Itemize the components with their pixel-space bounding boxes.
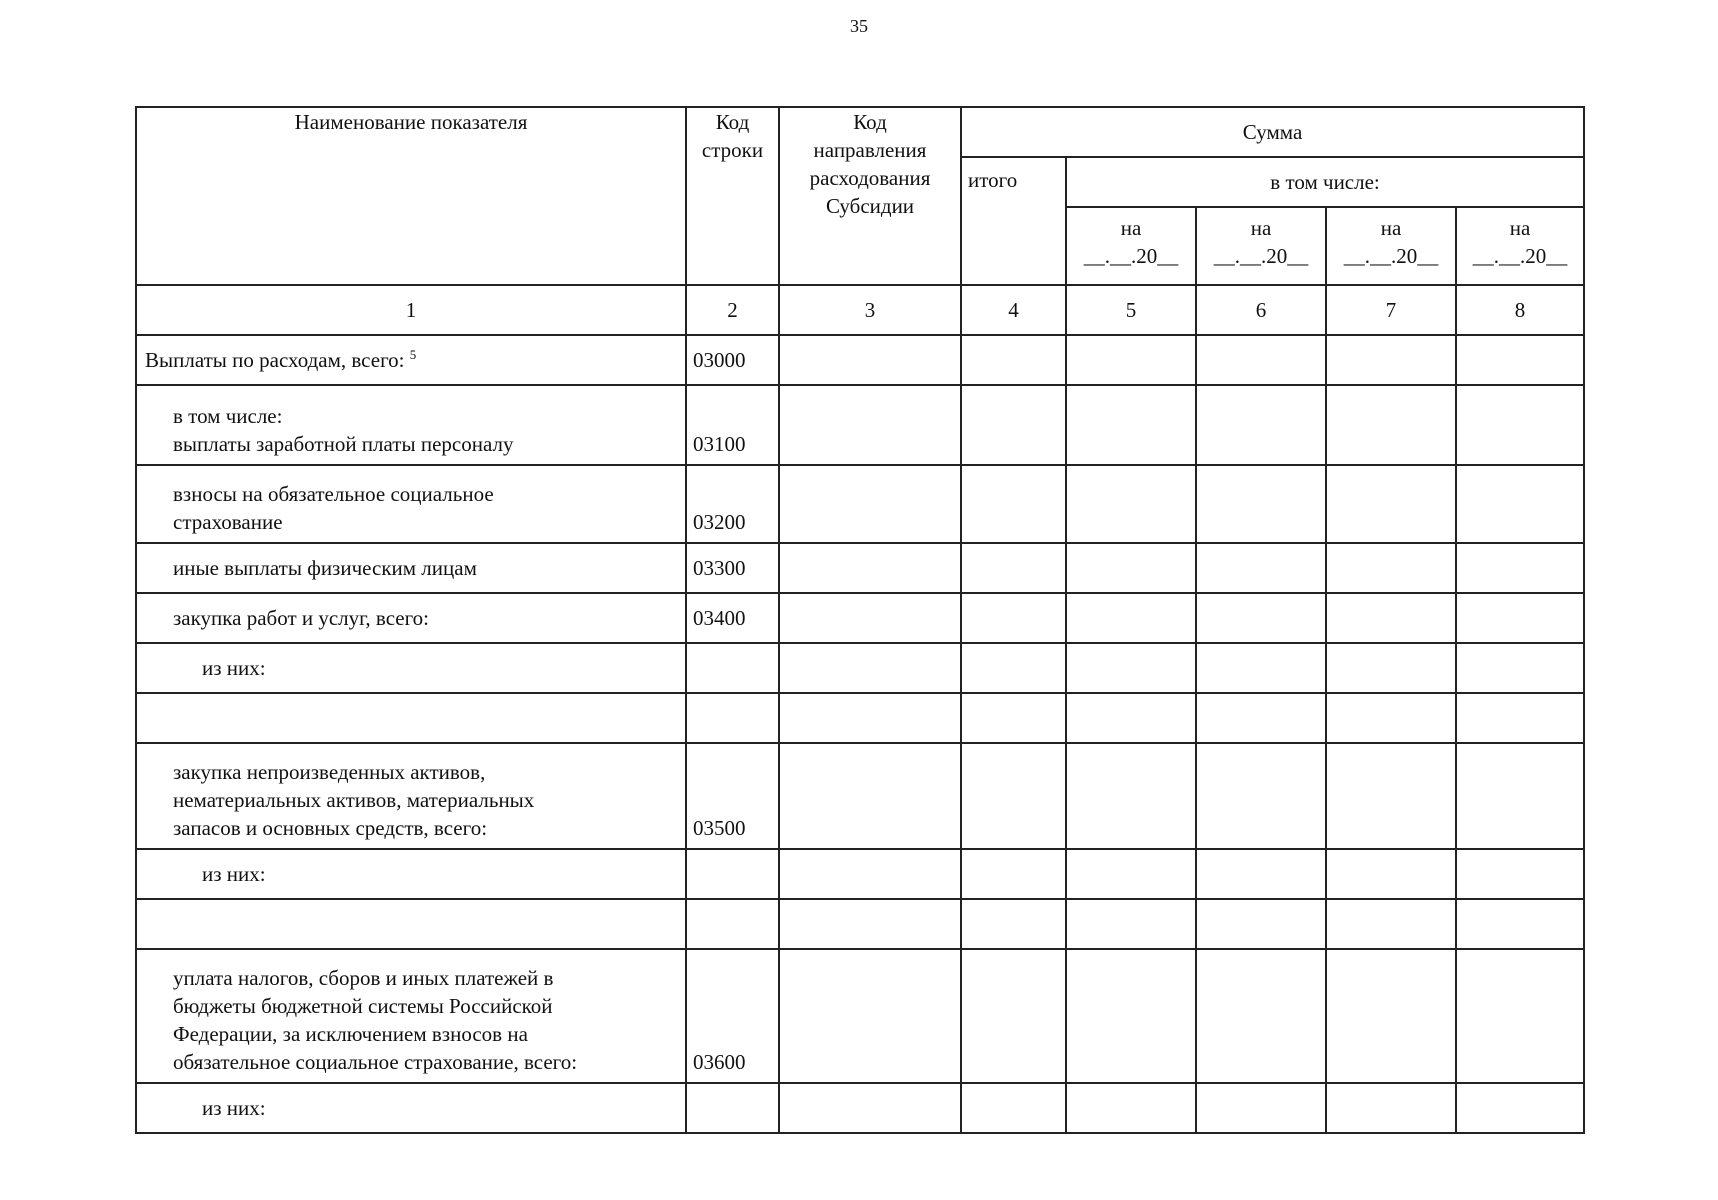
- value-cell: [779, 543, 961, 593]
- value-cell: [1456, 385, 1584, 465]
- value-cell: [1326, 899, 1456, 949]
- value-cell: [961, 899, 1066, 949]
- value-cell: [1066, 643, 1196, 693]
- value-cell: [1196, 593, 1326, 643]
- column-number: 2: [686, 285, 779, 335]
- value-cell: [1066, 1083, 1196, 1133]
- row-name-cell: [136, 385, 686, 465]
- value-cell: [1196, 949, 1326, 1083]
- table-row: [136, 335, 1584, 385]
- header-period-3: [1326, 207, 1456, 285]
- value-cell: [1456, 335, 1584, 385]
- row-code-cell: 03400: [686, 593, 779, 643]
- value-cell: [779, 949, 961, 1083]
- header-direction-code: [779, 107, 961, 285]
- column-number: 6: [1196, 285, 1326, 335]
- row-code-cell: 03200: [686, 465, 779, 543]
- value-cell: [1326, 543, 1456, 593]
- value-cell: [1326, 385, 1456, 465]
- header-sum: Сумма: [961, 107, 1584, 157]
- row-code-cell: 03500: [686, 743, 779, 849]
- header-period-4: [1456, 207, 1584, 285]
- row-name-cell: [136, 543, 686, 593]
- row-code-cell: [686, 693, 779, 743]
- header-row-code-text: Код строки: [701, 110, 764, 162]
- row-name-line: выплаты заработной платы персоналу: [173, 432, 514, 456]
- value-cell: [1456, 543, 1584, 593]
- subsidy-expenses-table: [135, 106, 1585, 1134]
- row-name-cell: [136, 949, 686, 1083]
- column-number: 3: [779, 285, 961, 335]
- value-cell: [779, 743, 961, 849]
- value-cell: [1326, 1083, 1456, 1133]
- value-cell: [1456, 1083, 1584, 1133]
- column-number: 5: [1066, 285, 1196, 335]
- value-cell: [1066, 385, 1196, 465]
- value-cell: [779, 593, 961, 643]
- period-date: __.__.20__: [1343, 244, 1439, 268]
- column-numbers-row: [136, 285, 1584, 335]
- row-name-cell: [136, 693, 686, 743]
- value-cell: [1066, 335, 1196, 385]
- table-row: [136, 743, 1584, 849]
- value-cell: [1196, 335, 1326, 385]
- column-number: 8: [1456, 285, 1584, 335]
- value-cell: [779, 643, 961, 693]
- value-cell: [1456, 593, 1584, 643]
- row-name-line: иные выплаты физическим лицам: [173, 556, 477, 580]
- table-row: [136, 693, 1584, 743]
- value-cell: [1326, 849, 1456, 899]
- period-label: на: [1120, 216, 1142, 240]
- row-name-line: Выплаты по расходам, всего:: [145, 348, 405, 372]
- table-row: [136, 465, 1584, 543]
- row-name-cell: [136, 335, 686, 385]
- value-cell: [961, 593, 1066, 643]
- period-date: __.__.20__: [1213, 244, 1309, 268]
- row-name-line: нематериальных активов, материальных: [173, 788, 535, 812]
- row-code-cell: 03000: [686, 335, 779, 385]
- row-code-cell: 03100: [686, 385, 779, 465]
- value-cell: [1196, 899, 1326, 949]
- value-cell: [961, 743, 1066, 849]
- value-cell: [1196, 385, 1326, 465]
- row-name-cell: [136, 743, 686, 849]
- header-period-2: [1196, 207, 1326, 285]
- row-name-cell: [136, 593, 686, 643]
- row-name-cell: [136, 849, 686, 899]
- value-cell: [779, 465, 961, 543]
- value-cell: [1326, 593, 1456, 643]
- row-name-line: закупка непроизведенных активов,: [173, 760, 486, 784]
- period-label: на: [1380, 216, 1402, 240]
- column-number: 4: [961, 285, 1066, 335]
- value-cell: [779, 1083, 961, 1133]
- row-name-line: страхование: [173, 510, 283, 534]
- value-cell: [1456, 693, 1584, 743]
- row-name-cell: [136, 643, 686, 693]
- table-row: [136, 543, 1584, 593]
- value-cell: [1456, 899, 1584, 949]
- value-cell: [1326, 743, 1456, 849]
- row-code-cell: 03600: [686, 949, 779, 1083]
- row-name-line: уплата налогов, сборов и иных платежей в: [173, 966, 554, 990]
- period-date: __.__.20__: [1472, 244, 1568, 268]
- header-name: Наименование показателя: [136, 107, 686, 285]
- value-cell: [961, 1083, 1066, 1133]
- value-cell: [1326, 693, 1456, 743]
- row-name-line: из них:: [202, 656, 266, 680]
- row-code-cell: 03300: [686, 543, 779, 593]
- row-name-cell: [136, 465, 686, 543]
- value-cell: [961, 385, 1066, 465]
- value-cell: [779, 899, 961, 949]
- row-name-line: взносы на обязательное социальное: [173, 482, 494, 506]
- table-row: [136, 643, 1584, 693]
- header-including: в том числе:: [1066, 157, 1584, 207]
- value-cell: [779, 849, 961, 899]
- value-cell: [961, 693, 1066, 743]
- row-name-cell: [136, 1083, 686, 1133]
- footnote-marker: 5: [409, 347, 417, 362]
- value-cell: [1196, 849, 1326, 899]
- row-name-line: бюджеты бюджетной системы Российской: [173, 994, 553, 1018]
- row-name-line: закупка работ и услуг, всего:: [173, 606, 430, 630]
- table-row: [136, 849, 1584, 899]
- column-number: 7: [1326, 285, 1456, 335]
- value-cell: [1066, 743, 1196, 849]
- value-cell: [1196, 743, 1326, 849]
- column-number: 1: [136, 285, 686, 335]
- row-name-cell: [136, 899, 686, 949]
- table-body: [136, 335, 1584, 1133]
- period-date: __.__.20__: [1083, 244, 1179, 268]
- value-cell: [961, 849, 1066, 899]
- table-row: [136, 1083, 1584, 1133]
- value-cell: [1066, 849, 1196, 899]
- value-cell: [779, 693, 961, 743]
- value-cell: [1196, 543, 1326, 593]
- value-cell: [961, 949, 1066, 1083]
- value-cell: [1196, 643, 1326, 693]
- row-code-cell: [686, 1083, 779, 1133]
- value-cell: [1326, 465, 1456, 543]
- value-cell: [779, 385, 961, 465]
- row-code-cell: [686, 899, 779, 949]
- row-name-line: из них:: [202, 1096, 266, 1120]
- value-cell: [961, 543, 1066, 593]
- value-cell: [1066, 899, 1196, 949]
- value-cell: [1326, 949, 1456, 1083]
- value-cell: [1456, 849, 1584, 899]
- value-cell: [1066, 543, 1196, 593]
- header-period-1: [1066, 207, 1196, 285]
- table-row: [136, 949, 1584, 1083]
- value-cell: [1196, 693, 1326, 743]
- page-number: 35: [850, 16, 868, 36]
- value-cell: [779, 335, 961, 385]
- value-cell: [1066, 693, 1196, 743]
- period-label: на: [1250, 216, 1272, 240]
- value-cell: [1456, 465, 1584, 543]
- header-row-code: [686, 107, 779, 285]
- value-cell: [1066, 465, 1196, 543]
- value-cell: [961, 643, 1066, 693]
- header-total: итого: [961, 157, 1066, 285]
- table-row: [136, 385, 1584, 465]
- row-name-line: обязательное социальное страхование, всего:: [173, 1050, 578, 1074]
- row-name-line: из них:: [202, 862, 266, 886]
- row-code-cell: [686, 643, 779, 693]
- value-cell: [961, 335, 1066, 385]
- value-cell: [1066, 593, 1196, 643]
- value-cell: [1456, 743, 1584, 849]
- value-cell: [1196, 465, 1326, 543]
- period-label: на: [1509, 216, 1531, 240]
- row-code-cell: [686, 849, 779, 899]
- value-cell: [1456, 643, 1584, 693]
- row-name-line: в том числе:: [173, 404, 283, 428]
- table-row: [136, 593, 1584, 643]
- row-name-line: запасов и основных средств, всего:: [173, 816, 488, 840]
- header-direction-code-text: Код направления расходования Субсидии: [809, 110, 931, 218]
- row-name-line: Федерации, за исключением взносов на: [173, 1022, 528, 1046]
- table-row: [136, 899, 1584, 949]
- value-cell: [1196, 1083, 1326, 1133]
- value-cell: [1326, 335, 1456, 385]
- value-cell: [961, 465, 1066, 543]
- value-cell: [1066, 949, 1196, 1083]
- value-cell: [1456, 949, 1584, 1083]
- value-cell: [1326, 643, 1456, 693]
